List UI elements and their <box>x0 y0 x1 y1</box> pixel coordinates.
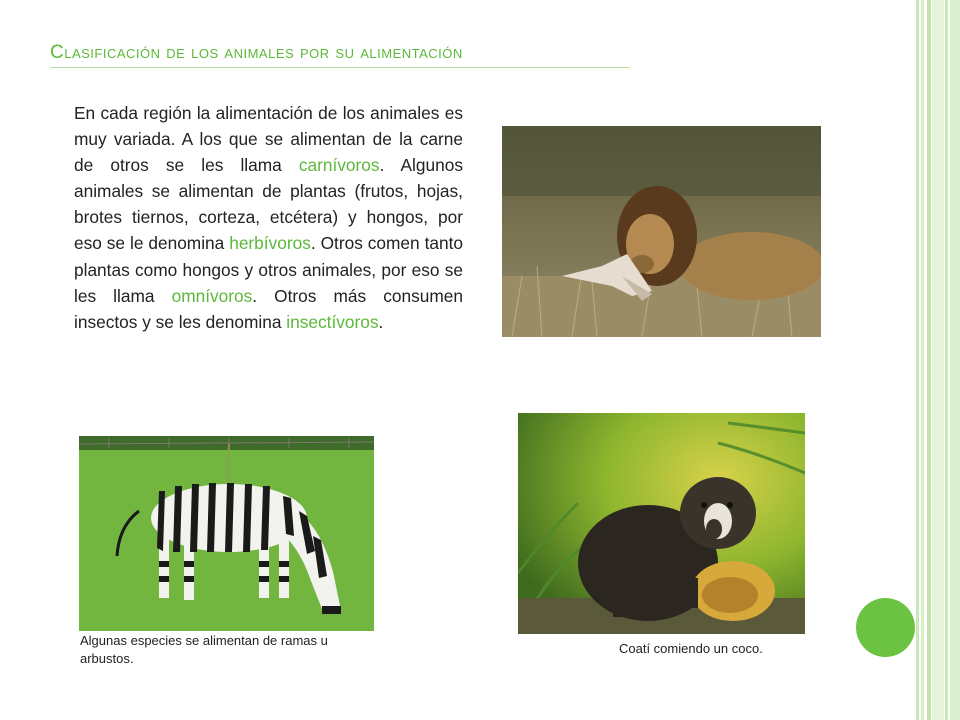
zebra-photo <box>79 436 374 631</box>
paragraph-text: . Otros comen tanto plantas como hongos y otros animales, por eso se les llama <box>74 233 464 306</box>
zebra-caption: Algunas especies se alimentan de ramas u arbustos. <box>80 633 328 666</box>
coati-caption: Coatí comiendo un coco. <box>619 641 763 656</box>
paragraph-text: . Algunos animales se alimentan de plantas (frutos, hojas, brotes tiernos, corteza, etcétera) y hongos, por eso se le denomina <box>74 155 463 254</box>
lion-photo <box>502 126 821 337</box>
body-paragraph <box>74 100 463 335</box>
coati-photo <box>518 413 805 634</box>
slide-title: Clasificación de los animales por su alimentación <box>50 42 670 64</box>
decorative-green-circle <box>856 598 915 657</box>
keyword-herbivoros: herbívoros <box>229 233 311 254</box>
decorative-border-stripes <box>916 0 960 720</box>
paragraph-text: En cada región la alimentación de los animales es muy variada. A los que se alimentan de la carne de otros se les llama <box>74 103 463 176</box>
paragraph-text: . <box>378 311 384 332</box>
paragraph-text: . Otros más consumen insectos y se les denomina <box>74 285 463 332</box>
keyword-omnivoros: omnívoros <box>171 285 253 306</box>
keyword-carnivoros: carnívoros <box>298 155 380 176</box>
keyword-insectivoros: insectívoros <box>286 311 379 332</box>
